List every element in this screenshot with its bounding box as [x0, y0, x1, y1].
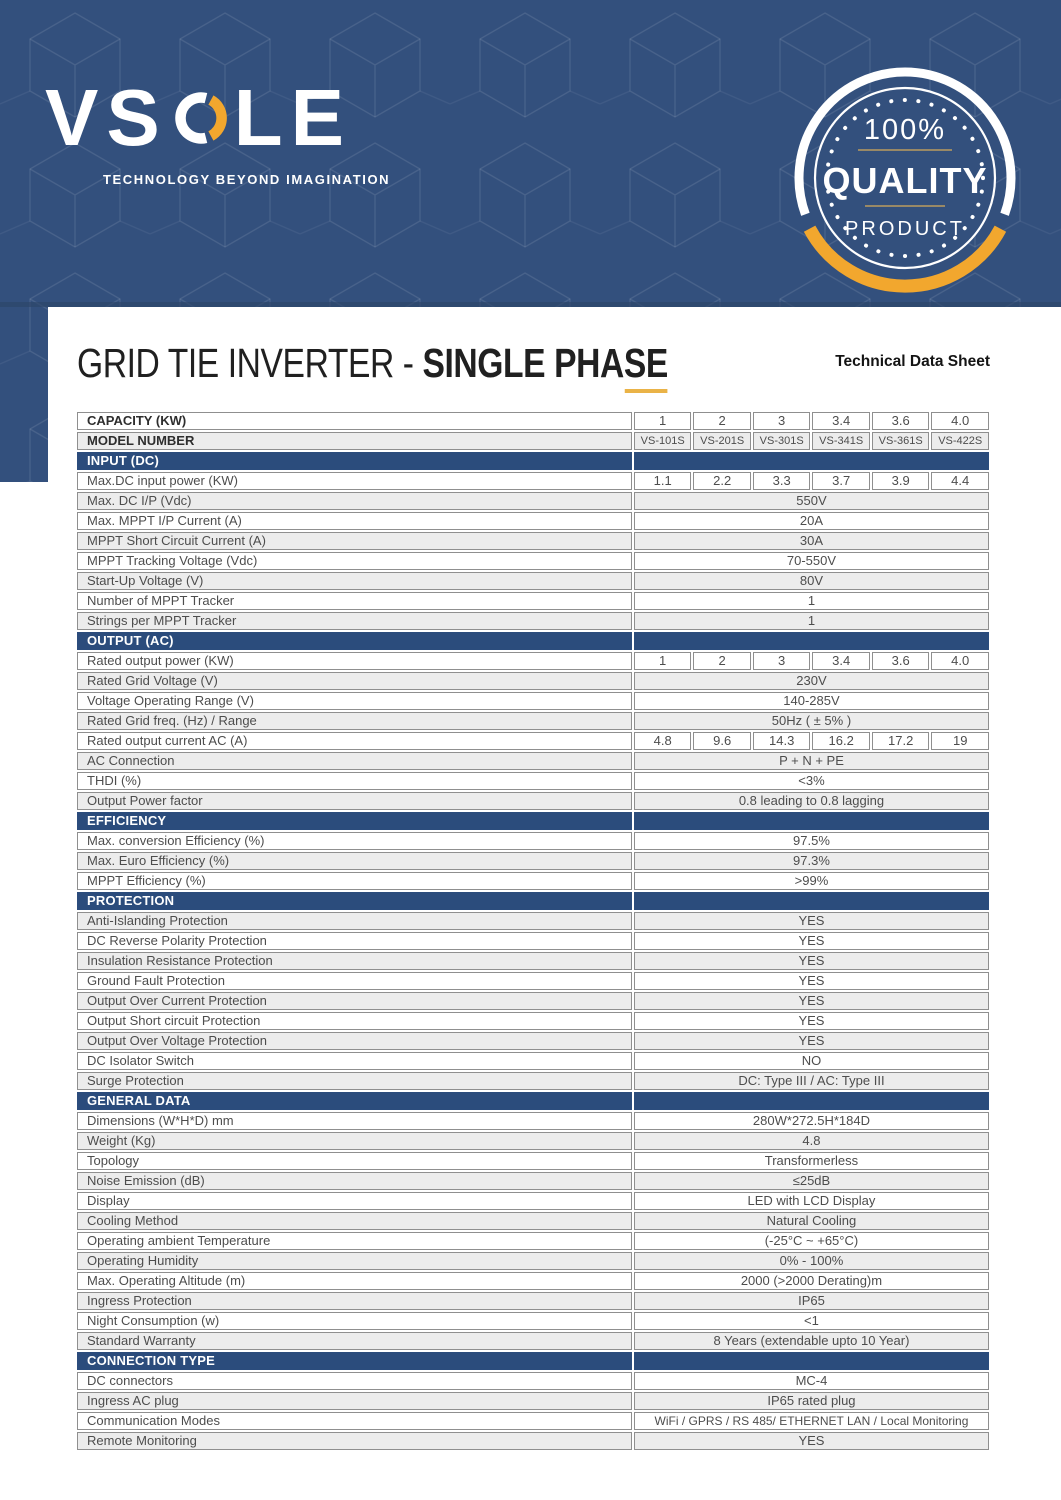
spec-row [77, 612, 989, 630]
spec-value: 8 Years (extendable upto 10 Year) [634, 1332, 989, 1350]
section-spacer [634, 1352, 989, 1370]
section-header-row [77, 892, 989, 910]
spec-value: (-25°C ~ +65°C) [634, 1232, 989, 1250]
section-header-row [77, 632, 989, 650]
spec-value: 3.3 [753, 472, 811, 490]
brand-letters-end: LE [233, 73, 352, 162]
spec-row [77, 412, 989, 430]
spec-value: 280W*272.5H*184D [634, 1112, 989, 1130]
spec-row [77, 1172, 989, 1190]
spec-label: Weight (Kg) [77, 1132, 632, 1150]
spec-value: 20A [634, 512, 989, 530]
spec-row [77, 952, 989, 970]
spec-table-container [75, 410, 991, 1452]
spec-value: Transformerless [634, 1152, 989, 1170]
spec-value: ≤25dB [634, 1172, 989, 1190]
spec-value: 4.0 [931, 412, 989, 430]
spec-label: MPPT Short Circuit Current (A) [77, 532, 632, 550]
spec-value: 19 [931, 732, 989, 750]
spec-label: Voltage Operating Range (V) [77, 692, 632, 710]
spec-value: 4.4 [931, 472, 989, 490]
title-underline-accent [624, 389, 667, 393]
spec-row [77, 692, 989, 710]
spec-row [77, 1112, 989, 1130]
spec-row [77, 592, 989, 610]
spec-row [77, 1432, 989, 1450]
spec-row [77, 752, 989, 770]
title-emphasis [422, 340, 667, 386]
spec-value: 1.1 [634, 472, 692, 490]
spec-row [77, 732, 989, 750]
spec-value: 50Hz ( ± 5% ) [634, 712, 989, 730]
spec-label: Dimensions (W*H*D) mm [77, 1112, 632, 1130]
spec-label: Anti-Islanding Protection [77, 912, 632, 930]
spec-value: YES [634, 1432, 989, 1450]
spec-row [77, 1072, 989, 1090]
spec-row [77, 652, 989, 670]
spec-label: Ingress Protection [77, 1292, 632, 1310]
spec-row [77, 492, 989, 510]
spec-value: 4.8 [634, 732, 692, 750]
spec-row [77, 1132, 989, 1150]
section-title: EFFICIENCY [77, 812, 632, 830]
spec-value: 140-285V [634, 692, 989, 710]
spec-value: >99% [634, 872, 989, 890]
spec-label: CAPACITY (KW) [77, 412, 632, 430]
spec-row [77, 1192, 989, 1210]
spec-label: Operating Humidity [77, 1252, 632, 1270]
spec-row [77, 852, 989, 870]
spec-label: Rated Grid freq. (Hz) / Range [77, 712, 632, 730]
spec-value: 97.5% [634, 832, 989, 850]
spec-value: 3.7 [812, 472, 870, 490]
spec-label: MPPT Tracking Voltage (Vdc) [77, 552, 632, 570]
spec-row [77, 472, 989, 490]
spec-value: 17.2 [872, 732, 930, 750]
section-title: INPUT (DC) [77, 452, 632, 470]
spec-row [77, 992, 989, 1010]
spec-label: Communication Modes [77, 1412, 632, 1430]
spec-value: NO [634, 1052, 989, 1070]
spec-row [77, 832, 989, 850]
spec-value: 3 [753, 412, 811, 430]
spec-value: 4.0 [931, 652, 989, 670]
spec-row [77, 1052, 989, 1070]
spec-value: 14.3 [753, 732, 811, 750]
spec-label: THDI (%) [77, 772, 632, 790]
spec-row [77, 432, 989, 450]
spec-value: IP65 rated plug [634, 1392, 989, 1410]
section-title: CONNECTION TYPE [77, 1352, 632, 1370]
spec-value: 1 [634, 412, 692, 430]
spec-label: Surge Protection [77, 1072, 632, 1090]
spec-value: 0% - 100% [634, 1252, 989, 1270]
spec-row [77, 572, 989, 590]
spec-value: <3% [634, 772, 989, 790]
badge-quality-text: QUALITY [822, 160, 988, 201]
page-title [77, 340, 668, 387]
logo-o-icon [170, 87, 232, 149]
spec-value: 230V [634, 672, 989, 690]
badge-percent-text: 100% [863, 114, 947, 146]
spec-label: Remote Monitoring [77, 1432, 632, 1450]
spec-row [77, 932, 989, 950]
spec-value: 1 [634, 592, 989, 610]
spec-value: WiFi / GPRS / RS 485/ ETHERNET LAN / Local Monitoring [634, 1412, 989, 1430]
spec-value: 2 [693, 652, 751, 670]
spec-value: VS-422S [931, 432, 989, 450]
section-header-row [77, 1092, 989, 1110]
spec-value: 9.6 [693, 732, 751, 750]
section-title: OUTPUT (AC) [77, 632, 632, 650]
brand-tagline: TECHNOLOGY BEYOND IMAGINATION [103, 172, 391, 187]
spec-row [77, 1232, 989, 1250]
spec-label: Rated Grid Voltage (V) [77, 672, 632, 690]
spec-value: DC: Type III / AC: Type III [634, 1072, 989, 1090]
spec-row [77, 1292, 989, 1310]
spec-value: 97.3% [634, 852, 989, 870]
spec-label: Max. conversion Efficiency (%) [77, 832, 632, 850]
spec-label: DC connectors [77, 1372, 632, 1390]
spec-value: IP65 [634, 1292, 989, 1310]
section-spacer [634, 452, 989, 470]
spec-label: Topology [77, 1152, 632, 1170]
spec-value: 3.4 [812, 412, 870, 430]
brand-wordmark [45, 73, 390, 162]
spec-label: Rated output current AC (A) [77, 732, 632, 750]
spec-value: 2000 (>2000 Derating)m [634, 1272, 989, 1290]
brand-letters-start: VS [45, 73, 168, 162]
spec-row [77, 1012, 989, 1030]
spec-value: 3 [753, 652, 811, 670]
spec-label: Max. DC I/P (Vdc) [77, 492, 632, 510]
spec-value: P + N + PE [634, 752, 989, 770]
spec-row [77, 872, 989, 890]
spec-row [77, 1392, 989, 1410]
spec-value: Natural Cooling [634, 1212, 989, 1230]
spec-label: Standard Warranty [77, 1332, 632, 1350]
spec-value: VS-361S [872, 432, 930, 450]
spec-row [77, 512, 989, 530]
spec-row [77, 1152, 989, 1170]
quality-badge-icon [780, 53, 1030, 303]
spec-label: Max. Operating Altitude (m) [77, 1272, 632, 1290]
spec-value: 2.2 [693, 472, 751, 490]
spec-table-body [77, 412, 989, 1450]
spec-row [77, 1412, 989, 1430]
spec-value: VS-301S [753, 432, 811, 450]
spec-label: Rated output power (KW) [77, 652, 632, 670]
section-title: GENERAL DATA [77, 1092, 632, 1110]
spec-label: Output Over Current Protection [77, 992, 632, 1010]
brand-logo [45, 73, 391, 187]
spec-value: 3.9 [872, 472, 930, 490]
spec-value: 1 [634, 652, 692, 670]
spec-value: YES [634, 952, 989, 970]
section-header-row [77, 452, 989, 470]
spec-label: Cooling Method [77, 1212, 632, 1230]
spec-row [77, 1212, 989, 1230]
spec-value: 550V [634, 492, 989, 510]
spec-value: 3.6 [872, 412, 930, 430]
spec-row [77, 552, 989, 570]
spec-label: Display [77, 1192, 632, 1210]
spec-label: Start-Up Voltage (V) [77, 572, 632, 590]
spec-value: MC-4 [634, 1372, 989, 1390]
section-spacer [634, 812, 989, 830]
section-header-row [77, 812, 989, 830]
spec-value: 80V [634, 572, 989, 590]
spec-row [77, 672, 989, 690]
spec-label: Max. Euro Efficiency (%) [77, 852, 632, 870]
section-spacer [634, 632, 989, 650]
spec-label: Noise Emission (dB) [77, 1172, 632, 1190]
spec-row [77, 1272, 989, 1290]
spec-row [77, 772, 989, 790]
spec-value: VS-341S [812, 432, 870, 450]
spec-label: DC Isolator Switch [77, 1052, 632, 1070]
spec-label: Strings per MPPT Tracker [77, 612, 632, 630]
spec-label: Night Consumption (w) [77, 1312, 632, 1330]
section-spacer [634, 1092, 989, 1110]
spec-label: Output Over Voltage Protection [77, 1032, 632, 1050]
spec-value: YES [634, 932, 989, 950]
spec-value: 70-550V [634, 552, 989, 570]
spec-row [77, 1032, 989, 1050]
spec-value: YES [634, 1032, 989, 1050]
spec-row [77, 1332, 989, 1350]
spec-value: <1 [634, 1312, 989, 1330]
spec-value: 0.8 leading to 0.8 lagging [634, 792, 989, 810]
spec-value: LED with LCD Display [634, 1192, 989, 1210]
spec-row [77, 1312, 989, 1330]
spec-label: MODEL NUMBER [77, 432, 632, 450]
spec-value: YES [634, 992, 989, 1010]
badge-product-text: PRODUCT [845, 218, 965, 240]
section-header-row [77, 1352, 989, 1370]
spec-label: Max. MPPT I/P Current (A) [77, 512, 632, 530]
datasheet-type-label: Technical Data Sheet [835, 353, 990, 370]
spec-row [77, 1372, 989, 1390]
spec-label: MPPT Efficiency (%) [77, 872, 632, 890]
spec-row [77, 972, 989, 990]
spec-label: Max.DC input power (KW) [77, 472, 632, 490]
spec-value: 3.6 [872, 652, 930, 670]
spec-label: AC Connection [77, 752, 632, 770]
spec-label: Ingress AC plug [77, 1392, 632, 1410]
spec-value: 16.2 [812, 732, 870, 750]
title-emphasis-text: SINGLE PHASE [422, 340, 668, 386]
spec-label: Output Short circuit Protection [77, 1012, 632, 1030]
spec-label: DC Reverse Polarity Protection [77, 932, 632, 950]
spec-value: 30A [634, 532, 989, 550]
spec-label: Insulation Resistance Protection [77, 952, 632, 970]
spec-row [77, 712, 989, 730]
section-spacer [634, 892, 989, 910]
spec-table [75, 410, 991, 1452]
spec-value: YES [634, 1012, 989, 1030]
spec-label: Operating ambient Temperature [77, 1232, 632, 1250]
spec-value: VS-201S [693, 432, 751, 450]
spec-value: YES [634, 972, 989, 990]
spec-value: YES [634, 912, 989, 930]
spec-label: Output Power factor [77, 792, 632, 810]
spec-label: Number of MPPT Tracker [77, 592, 632, 610]
section-title: PROTECTION [77, 892, 632, 910]
title-prefix: GRID TIE INVERTER - [77, 340, 423, 386]
spec-value: 3.4 [812, 652, 870, 670]
spec-value: VS-101S [634, 432, 692, 450]
spec-row [77, 1252, 989, 1270]
spec-value: 1 [634, 612, 989, 630]
spec-row [77, 532, 989, 550]
spec-row [77, 912, 989, 930]
spec-row [77, 792, 989, 810]
spec-value: 2 [693, 412, 751, 430]
spec-label: Ground Fault Protection [77, 972, 632, 990]
spec-value: 4.8 [634, 1132, 989, 1150]
